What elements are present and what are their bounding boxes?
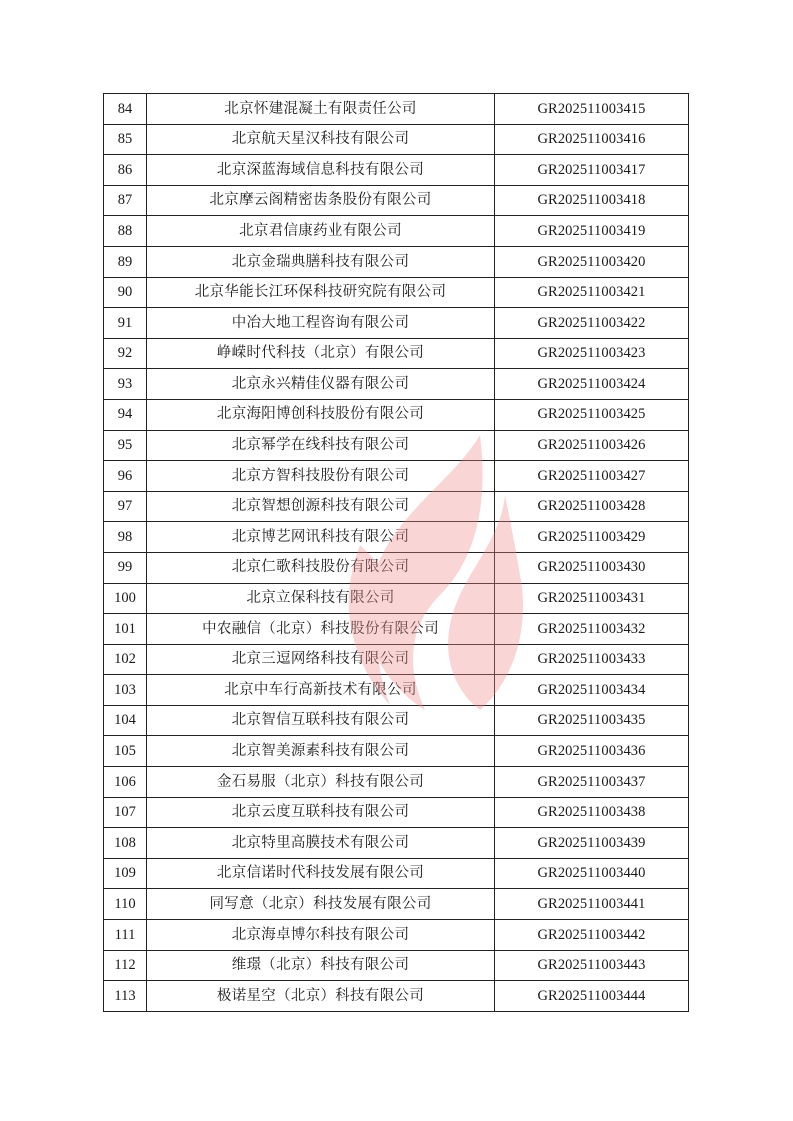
certificate-code: GR202511003431 bbox=[495, 583, 689, 614]
row-number: 97 bbox=[104, 491, 147, 522]
table-row bbox=[104, 399, 689, 430]
row-number: 85 bbox=[104, 124, 147, 155]
table-row bbox=[104, 736, 689, 767]
company-name: 北京海卓博尔科技有限公司 bbox=[147, 920, 495, 951]
row-number: 88 bbox=[104, 216, 147, 247]
company-name: 中农融信（北京）科技股份有限公司 bbox=[147, 614, 495, 645]
company-name: 北京华能长江环保科技研究院有限公司 bbox=[147, 277, 495, 308]
company-name: 北京智信互联科技有限公司 bbox=[147, 705, 495, 736]
row-number: 95 bbox=[104, 430, 147, 461]
certificate-code: GR202511003419 bbox=[495, 216, 689, 247]
certificate-code: GR202511003434 bbox=[495, 675, 689, 706]
table-row bbox=[104, 185, 689, 216]
certificate-code: GR202511003416 bbox=[495, 124, 689, 155]
row-number: 113 bbox=[104, 981, 147, 1012]
row-number: 103 bbox=[104, 675, 147, 706]
certificate-code: GR202511003430 bbox=[495, 552, 689, 583]
certificate-code: GR202511003444 bbox=[495, 981, 689, 1012]
certificate-code: GR202511003422 bbox=[495, 308, 689, 339]
table-row bbox=[104, 981, 689, 1012]
row-number: 107 bbox=[104, 797, 147, 828]
table-row bbox=[104, 461, 689, 492]
company-name: 北京摩云阁精密齿条股份有限公司 bbox=[147, 185, 495, 216]
certificate-code: GR202511003436 bbox=[495, 736, 689, 767]
company-name: 北京云度互联科技有限公司 bbox=[147, 797, 495, 828]
table-row bbox=[104, 246, 689, 277]
table-row bbox=[104, 430, 689, 461]
table-row bbox=[104, 828, 689, 859]
company-name: 北京海阳博创科技股份有限公司 bbox=[147, 399, 495, 430]
certificate-code: GR202511003423 bbox=[495, 338, 689, 369]
row-number: 98 bbox=[104, 522, 147, 553]
row-number: 112 bbox=[104, 950, 147, 981]
certificate-code: GR202511003442 bbox=[495, 920, 689, 951]
table-row bbox=[104, 491, 689, 522]
row-number: 100 bbox=[104, 583, 147, 614]
certificate-code: GR202511003415 bbox=[495, 94, 689, 125]
certificate-code: GR202511003433 bbox=[495, 644, 689, 675]
row-number: 91 bbox=[104, 308, 147, 339]
table-row bbox=[104, 338, 689, 369]
table-row bbox=[104, 369, 689, 400]
certificate-code: GR202511003440 bbox=[495, 858, 689, 889]
row-number: 92 bbox=[104, 338, 147, 369]
table-row bbox=[104, 614, 689, 645]
company-name: 北京特里高膜技术有限公司 bbox=[147, 828, 495, 859]
company-name: 中冶大地工程咨询有限公司 bbox=[147, 308, 495, 339]
company-name: 北京永兴精佳仪器有限公司 bbox=[147, 369, 495, 400]
certificate-code: GR202511003429 bbox=[495, 522, 689, 553]
certificate-code: GR202511003424 bbox=[495, 369, 689, 400]
company-name: 北京君信康药业有限公司 bbox=[147, 216, 495, 247]
table-row bbox=[104, 858, 689, 889]
row-number: 96 bbox=[104, 461, 147, 492]
table-row bbox=[104, 216, 689, 247]
certificate-code: GR202511003417 bbox=[495, 155, 689, 186]
company-name: 极诺星空（北京）科技有限公司 bbox=[147, 981, 495, 1012]
company-name: 北京航天星汉科技有限公司 bbox=[147, 124, 495, 155]
table-row bbox=[104, 124, 689, 155]
company-name: 北京中车行高新技术有限公司 bbox=[147, 675, 495, 706]
table-row bbox=[104, 797, 689, 828]
certificate-code: GR202511003428 bbox=[495, 491, 689, 522]
company-name: 北京幂学在线科技有限公司 bbox=[147, 430, 495, 461]
table-row bbox=[104, 522, 689, 553]
certificate-code: GR202511003438 bbox=[495, 797, 689, 828]
table-row bbox=[104, 950, 689, 981]
row-number: 94 bbox=[104, 399, 147, 430]
certificate-code: GR202511003427 bbox=[495, 461, 689, 492]
certificate-code: GR202511003439 bbox=[495, 828, 689, 859]
row-number: 87 bbox=[104, 185, 147, 216]
certificate-code: GR202511003435 bbox=[495, 705, 689, 736]
row-number: 105 bbox=[104, 736, 147, 767]
company-name: 北京仁歌科技股份有限公司 bbox=[147, 552, 495, 583]
table-row bbox=[104, 583, 689, 614]
table-row bbox=[104, 675, 689, 706]
company-name: 金石易服（北京）科技有限公司 bbox=[147, 767, 495, 798]
certificate-code: GR202511003443 bbox=[495, 950, 689, 981]
company-name: 北京方智科技股份有限公司 bbox=[147, 461, 495, 492]
row-number: 109 bbox=[104, 858, 147, 889]
row-number: 106 bbox=[104, 767, 147, 798]
row-number: 84 bbox=[104, 94, 147, 125]
row-number: 102 bbox=[104, 644, 147, 675]
certificate-code: GR202511003420 bbox=[495, 246, 689, 277]
table-row bbox=[104, 155, 689, 186]
table-row bbox=[104, 552, 689, 583]
row-number: 110 bbox=[104, 889, 147, 920]
certificate-code: GR202511003441 bbox=[495, 889, 689, 920]
table-row bbox=[104, 767, 689, 798]
row-number: 111 bbox=[104, 920, 147, 951]
row-number: 93 bbox=[104, 369, 147, 400]
company-name: 北京立保科技有限公司 bbox=[147, 583, 495, 614]
company-name: 北京深蓝海域信息科技有限公司 bbox=[147, 155, 495, 186]
company-name: 北京怀建混凝土有限责任公司 bbox=[147, 94, 495, 125]
row-number: 89 bbox=[104, 246, 147, 277]
company-name: 北京信诺时代科技发展有限公司 bbox=[147, 858, 495, 889]
table-row bbox=[104, 705, 689, 736]
table-row bbox=[104, 308, 689, 339]
company-name: 北京智美源素科技有限公司 bbox=[147, 736, 495, 767]
company-name: 北京智想创源科技有限公司 bbox=[147, 491, 495, 522]
row-number: 101 bbox=[104, 614, 147, 645]
row-number: 104 bbox=[104, 705, 147, 736]
company-name: 北京三逗网络科技有限公司 bbox=[147, 644, 495, 675]
certificate-code: GR202511003425 bbox=[495, 399, 689, 430]
row-number: 90 bbox=[104, 277, 147, 308]
company-name: 北京金瑞典膳科技有限公司 bbox=[147, 246, 495, 277]
company-name: 维璟（北京）科技有限公司 bbox=[147, 950, 495, 981]
certification-table bbox=[103, 93, 689, 1012]
row-number: 108 bbox=[104, 828, 147, 859]
company-name: 峥嵘时代科技（北京）有限公司 bbox=[147, 338, 495, 369]
table-row bbox=[104, 277, 689, 308]
company-name: 北京博艺网讯科技有限公司 bbox=[147, 522, 495, 553]
table-row bbox=[104, 644, 689, 675]
company-name: 同写意（北京）科技发展有限公司 bbox=[147, 889, 495, 920]
table-row bbox=[104, 920, 689, 951]
table-row bbox=[104, 889, 689, 920]
certificate-code: GR202511003418 bbox=[495, 185, 689, 216]
certificate-code: GR202511003426 bbox=[495, 430, 689, 461]
certificate-code: GR202511003421 bbox=[495, 277, 689, 308]
row-number: 99 bbox=[104, 552, 147, 583]
table-row bbox=[104, 94, 689, 125]
certificate-code: GR202511003437 bbox=[495, 767, 689, 798]
table-body bbox=[104, 94, 689, 1012]
row-number: 86 bbox=[104, 155, 147, 186]
certificate-code: GR202511003432 bbox=[495, 614, 689, 645]
